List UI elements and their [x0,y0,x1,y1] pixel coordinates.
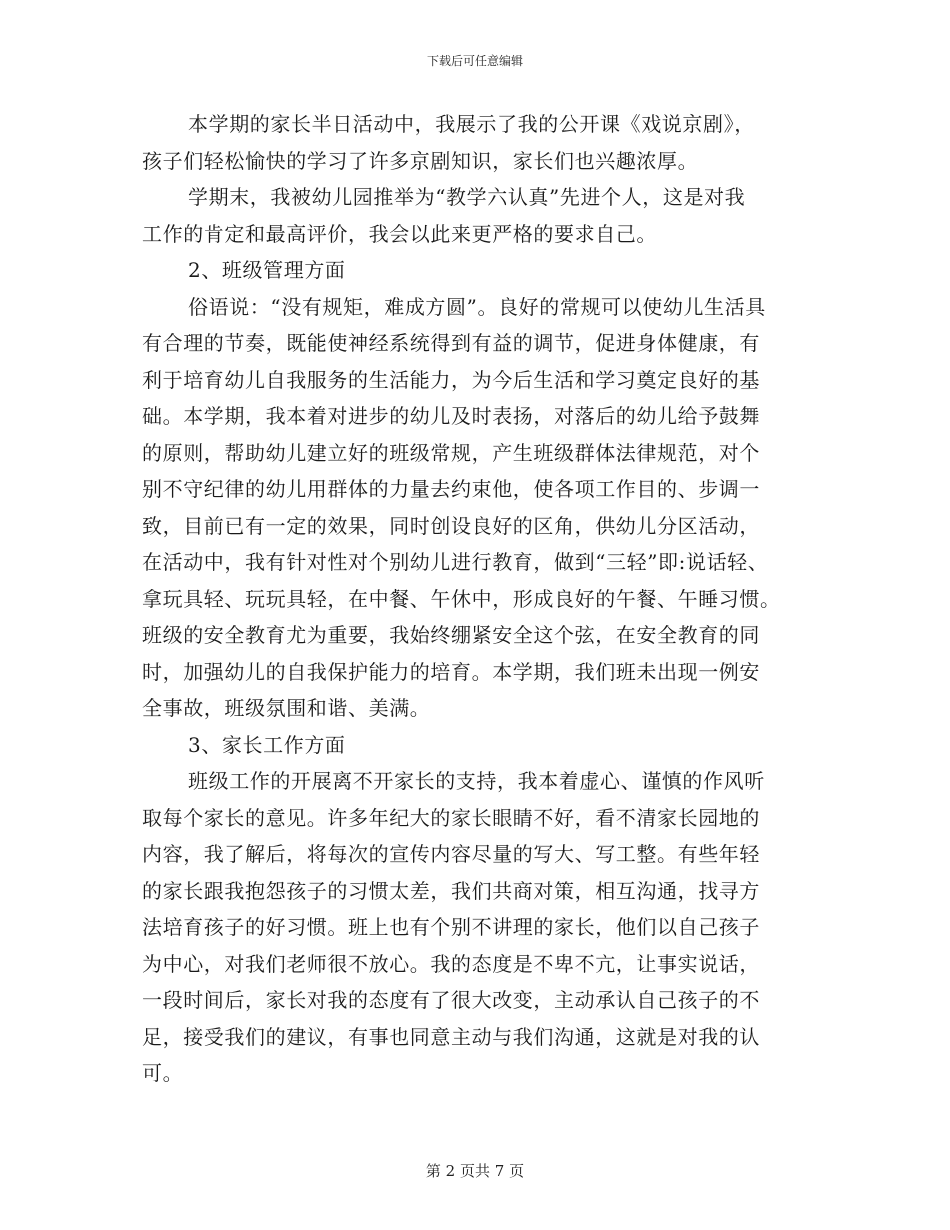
page-header: 下载后可任意编辑 [426,54,523,68]
paragraph-line: 拿玩具轻、玩玩具轻，在中餐、午休中，形成良好的午餐、午睡习惯。 [142,586,781,611]
paragraph-line: 可。 [142,1061,184,1085]
paragraph-line: 孩子们轻松愉快的学习了许多京剧知识，家长们也兴趣浓厚。 [142,148,699,173]
document-body [142,106,812,1092]
paragraph-line: 俗语说：“没有规矩，难成方圆”。良好的常规可以使幼儿生活具 [188,294,766,319]
paragraph-line: 致，目前已有一定的效果，同时创设良好的区角，供幼儿分区活动， [142,513,760,538]
paragraph-line: 的原则，帮助幼儿建立好的班级常规，产生班级群体法律规范，对个 [142,440,760,465]
paragraph-line: 础。本学期，我本着对进步的幼儿及时表扬，对落后的幼儿给予鼓舞 [142,404,760,428]
section-heading: 2、班级管理方面 [188,258,346,282]
paragraph-line: 本学期的家长半日活动中，我展示了我的公开课《戏说京剧》， [188,112,755,136]
section-heading: 3、家长工作方面 [188,732,346,757]
paragraph-line: 全事故，班级氛围和谐、美满。 [142,696,431,720]
paragraph-line: 有合理的节奏，既能使神经系统得到有益的调节，促进身体健康，有 [142,331,760,355]
paragraph-line: 为中心，对我们老师很不放心。我的态度是不卑不亢，让事实说话， [142,951,760,976]
paragraph-line: 时，加强幼儿的自我保护能力的培育。本学期，我们班未出现一例安 [142,659,760,684]
paragraph-line: 学期末，我被幼儿园推举为“教学六认真”先进个人，这是对我 [188,185,746,209]
paragraph-line: 别不守纪律的幼儿用群体的力量去约束他，使各项工作目的、步调一 [142,477,760,501]
paragraph-line: 利于培育幼儿自我服务的生活能力，为今后生活和学习奠定良好的基 [142,367,760,392]
page-footer: 第 2 页共 7 页 [425,1162,525,1180]
paragraph-line: 足，接受我们的建议，有事也同意主动与我们沟通，这就是对我的认 [142,1024,760,1049]
paragraph-line: 班级的安全教育尤为重要，我始终绷紧安全这个弦，在安全教育的同 [142,623,760,647]
paragraph-line: 内容，我了解后，将每次的宣传内容尽量的写大、写工整。有些年轻 [142,842,760,866]
paragraph-line: 法培育孩子的好习惯。班上也有个别不讲理的家长，他们以自己孩子 [142,915,760,939]
paragraph-line: 一段时间后，家长对我的态度有了很大改变，主动承认自己孩子的不 [142,988,760,1012]
paragraph-line: 的家长跟我抱怨孩子的习惯太差，我们共商对策，相互沟通，找寻方 [142,878,760,903]
paragraph-line: 取每个家长的意见。许多年纪大的家长眼睛不好，看不清家长园地的 [142,805,760,830]
paragraph-line: 工作的肯定和最高评价，我会以此来更严格的要求自己。 [142,221,657,246]
paragraph-line: 在活动中，我有针对性对个别幼儿进行教育，做到“三轻”即:说话轻、 [142,550,769,574]
paragraph-line: 班级工作的开展离不开家长的支持，我本着虚心、谨慎的作风听 [188,769,765,793]
